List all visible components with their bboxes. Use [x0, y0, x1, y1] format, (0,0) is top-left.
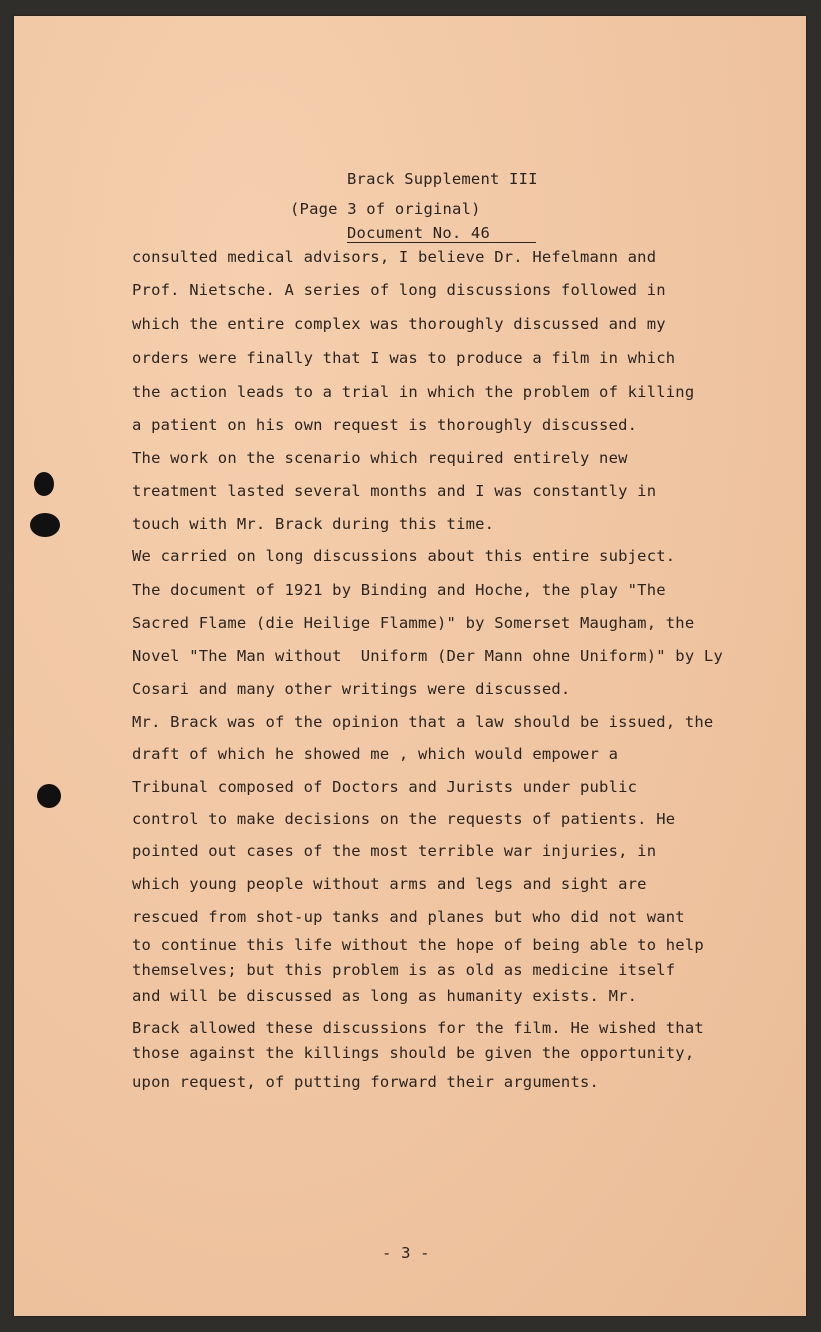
body-line: upon request, of putting forward their arguments.	[132, 1073, 600, 1091]
body-line: pointed out cases of the most terrible war injuries, in	[132, 842, 657, 860]
body-line: which young people without arms and legs and sight are	[132, 875, 647, 893]
page-number: - 3 -	[382, 1244, 430, 1262]
body-line: The document of 1921 by Binding and Hoche, the play "The	[132, 581, 666, 599]
body-line: Tribunal composed of Doctors and Jurists under public	[132, 778, 638, 796]
body-line: We carried on long discussions about this entire subject.	[132, 547, 676, 565]
body-line: consulted medical advisors, I believe Dr. Hefelmann and	[132, 248, 657, 266]
punch-hole-1	[34, 472, 54, 496]
body-line: Mr. Brack was of the opinion that a law should be issued, the	[132, 713, 714, 731]
body-line: treatment lasted several months and I was constantly in	[132, 482, 657, 500]
body-line: rescued from shot-up tanks and planes but who did not want	[132, 908, 685, 926]
body-line: orders were finally that I was to produce a film in which	[132, 349, 676, 367]
header-document-number: Document No. 46	[347, 224, 536, 243]
body-line: draft of which he showed me , which would empower a	[132, 745, 619, 763]
body-line: and will be discussed as long as humanity exists. Mr.	[132, 987, 638, 1005]
punch-hole-3	[37, 784, 61, 808]
body-line: Prof. Nietsche. A series of long discussions followed in	[132, 281, 666, 299]
body-line: control to make decisions on the requests of patients. He	[132, 810, 676, 828]
body-line: Sacred Flame (die Heilige Flamme)" by Somerset Maugham, the	[132, 614, 695, 632]
body-line: The work on the scenario which required entirely new	[132, 449, 628, 467]
body-line: a patient on his own request is thoroughly discussed.	[132, 416, 638, 434]
page-of-original: (Page 3 of original)	[290, 200, 481, 218]
header-title: Brack Supplement III	[347, 170, 538, 188]
body-line: which the entire complex was thoroughly discussed and my	[132, 315, 666, 333]
body-line: the action leads to a trial in which the problem of killing	[132, 383, 695, 401]
body-line: Novel "The Man without Uniform (Der Mann ohne Uniform)" by Ly	[132, 647, 723, 665]
punch-hole-2	[30, 513, 60, 537]
body-line: touch with Mr. Brack during this time.	[132, 515, 495, 533]
body-line: those against the killings should be given the opportunity,	[132, 1044, 695, 1062]
document-page	[14, 16, 806, 1316]
body-line: themselves; but this problem is as old as medicine itself	[132, 961, 676, 979]
body-line: to continue this life without the hope of being able to help	[132, 936, 704, 954]
body-line: Brack allowed these discussions for the film. He wished that	[132, 1019, 704, 1037]
body-line: Cosari and many other writings were discussed.	[132, 680, 571, 698]
